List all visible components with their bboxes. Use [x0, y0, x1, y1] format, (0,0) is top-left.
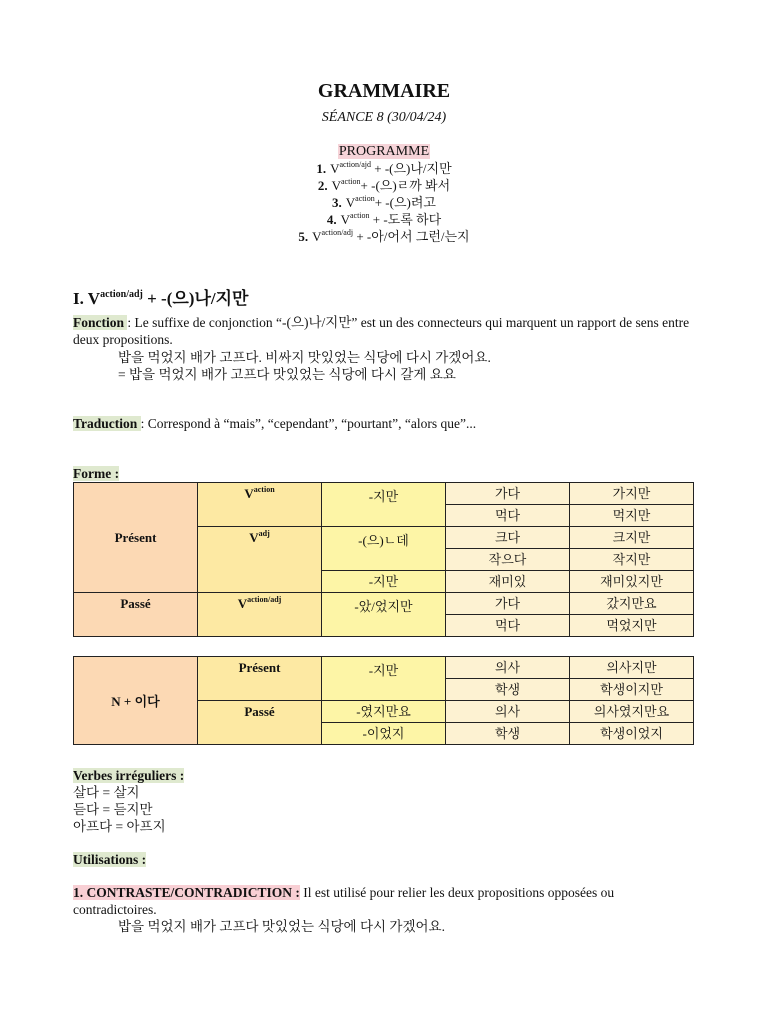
table-cell: 재미있 [446, 571, 570, 593]
programme-item: 3. $V^{action}+$ -(으)려고 [332, 194, 436, 210]
table-cell: 먹다 [446, 615, 570, 637]
table-cell: 의사 [446, 657, 570, 679]
table-cell: 가다 [446, 593, 570, 615]
contraste-paragraph: 1. CONTRASTE/CONTRADICTION : Il est utilisé pour relier les deux propositions opposées ou contradictoires. [73, 885, 615, 917]
suffix-cell: -(으)ㄴ데 [322, 527, 446, 571]
contraste-label: 1. CONTRASTE/CONTRADICTION : [73, 885, 300, 900]
suffix-cell: -지만 [322, 657, 446, 701]
table-cell: 의사 [446, 701, 570, 723]
table-cell: 가다 [446, 483, 570, 505]
tense-passe: Passé [74, 593, 198, 637]
page-title: GRAMMAIRE [317, 80, 451, 102]
section-heading: I. $V^{action/adj}$ + -(으)나/지만 [73, 289, 249, 308]
programme-list [0, 160, 768, 245]
verb-type-adj: $V^{adj}$ [198, 527, 322, 593]
utilisations-heading: Utilisations : [73, 852, 147, 867]
noun-label: N + 이다 [74, 657, 198, 745]
table-cell: 크지만 [570, 527, 694, 549]
table-cell: 학생이었지 [570, 723, 694, 745]
fonction-label: Fonction [73, 315, 128, 330]
tense-present: Présent [198, 657, 322, 701]
table-cell: 작지만 [570, 549, 694, 571]
programme-item: 1. $V^{action/ajd}$ + -(으)나/지만 [316, 160, 452, 176]
conjugation-table-verbs [73, 482, 694, 637]
irregular-item: 살다 = 살지 [73, 785, 140, 800]
example-line: = 밥을 먹었지 배가 고프다 맛있었는 식당에 다시 갈게 요요 [118, 367, 456, 382]
irreguliers-heading: Verbes irréguliers : [73, 768, 185, 783]
table-cell: 작으다 [446, 549, 570, 571]
suffix-cell: -지만 [322, 571, 446, 593]
forme-heading: Forme : [73, 466, 120, 481]
programme-item: 2. $V^{action}+$ -(으)ㄹ까 봐서 [317, 177, 451, 193]
table-cell: 갔지만요 [570, 593, 694, 615]
table-cell: 학생 [446, 679, 570, 701]
table-cell: 크다 [446, 527, 570, 549]
table-cell: 가지만 [570, 483, 694, 505]
table-cell: 의사였지만요 [570, 701, 694, 723]
irregular-item: 아프다 = 아프지 [73, 819, 166, 834]
tense-present: Présent [74, 483, 198, 593]
suffix-cell: -였지만요 [322, 701, 446, 723]
irregular-item: 듣다 = 듣지만 [73, 802, 153, 817]
table-cell: 먹지만 [570, 505, 694, 527]
table-cell: 학생 [446, 723, 570, 745]
traduction-label: Traduction [73, 416, 141, 431]
example-line: 밥을 먹었지 배가 고프다. 비싸지 맛있었는 식당에 다시 가겠어요. [118, 350, 491, 365]
tense-passe: Passé [198, 701, 322, 745]
verb-type-action-adj: $V^{action/adj}$ [198, 593, 322, 637]
programme-item: 4. $V^{action}$ + -도록 하다 [326, 211, 442, 227]
session-date: SÉANCE 8 (30/04/24) [321, 110, 447, 125]
programme-item: 5. $V^{action/adj}$ + -아/어서 그런/는지 [298, 228, 470, 244]
table-cell: 먹다 [446, 505, 570, 527]
traduction-paragraph: Traduction : Correspond à “mais”, “cependant”, “pourtant”, “alors que”... [73, 416, 477, 431]
example-line: 밥을 먹었지 배가 고프다 맛있었는 식당에 다시 가겠어요. [118, 919, 445, 934]
programme-heading: PROGRAMME [338, 144, 430, 159]
verb-type-action: $V^{action}$ [198, 483, 322, 527]
table-cell: 재미있지만 [570, 571, 694, 593]
suffix-cell: -았/었지만 [322, 593, 446, 637]
fonction-paragraph: Fonction : Le suffixe de conjonction “-(으)나/지만” est un des connecteurs qui marquent un rapport de sens entre deux propositions. [73, 315, 690, 347]
table-cell: 먹었지만 [570, 615, 694, 637]
table-cell: 학생이지만 [570, 679, 694, 701]
suffix-cell: -이었지 [322, 723, 446, 745]
table-cell: 의사지만 [570, 657, 694, 679]
suffix-cell: -지만 [322, 483, 446, 527]
conjugation-table-nouns [73, 656, 694, 745]
